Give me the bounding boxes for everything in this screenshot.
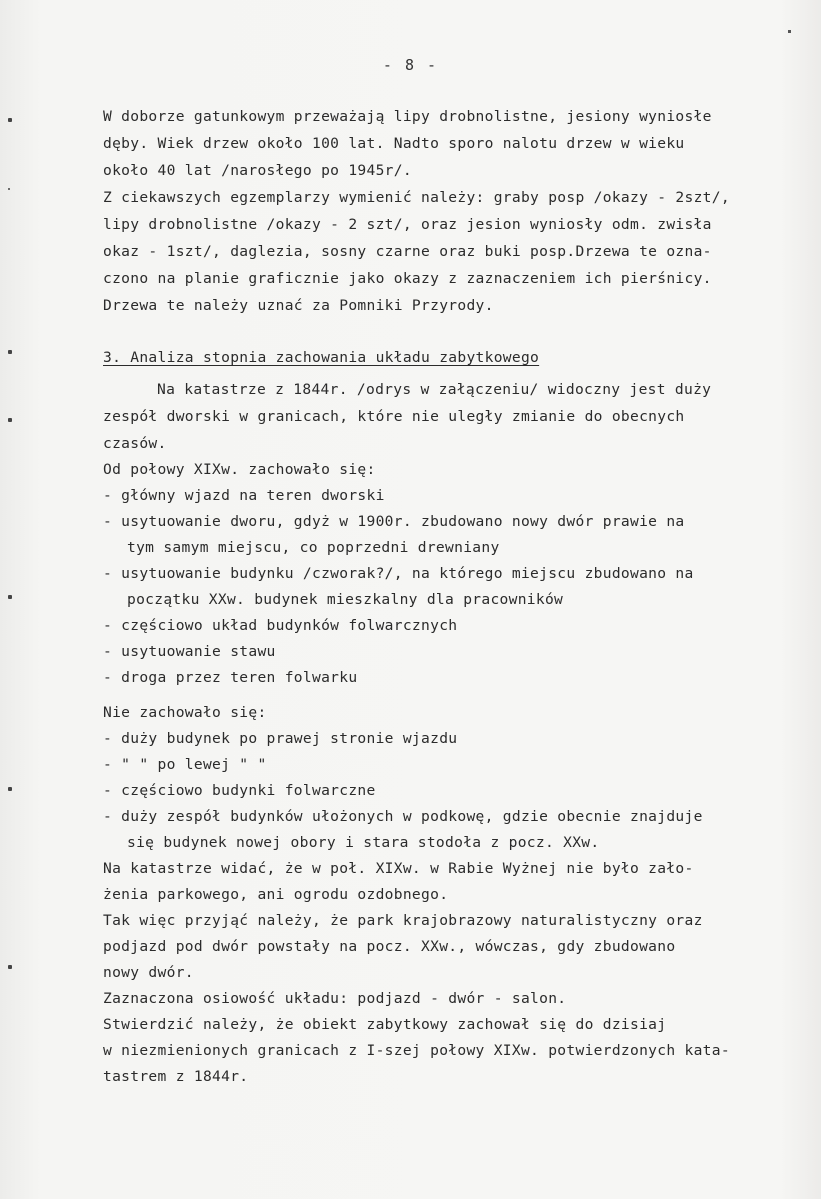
list-item: - usytuowanie stawu <box>103 643 276 660</box>
list-item: - duży zespół budynków ułożonych w podkowę, gdzie obecnie znajduje <box>103 808 703 825</box>
text-line: nowy dwór. <box>103 964 194 981</box>
text-line: żenia parkowego, ani ogrodu ozdobnego. <box>103 886 449 903</box>
text-line: zespół dworski w granicach, które nie uległy zmianie do obecnych <box>103 408 685 425</box>
text-line: się budynek nowej obory i stara stodoła z pocz. XXw. <box>127 834 600 851</box>
text-line: w niezmienionych granicach z I-szej połowy XIXw. potwierdzonych kata- <box>103 1042 730 1059</box>
binder-mark <box>8 595 12 599</box>
text-line: Od połowy XIXw. zachowało się: <box>103 461 376 478</box>
text-line: lipy drobnolistne /okazy - 2 szt/, oraz jesion wyniosły odm. zwisła <box>103 216 712 233</box>
binder-mark <box>8 350 12 354</box>
text-line: Na katastrze z 1844r. /odrys w załączeniu/ widoczny jest duży <box>157 381 712 398</box>
binder-mark <box>8 418 12 422</box>
list-item: - droga przez teren folwarku <box>103 669 358 686</box>
text-line: Stwierdzić należy, że obiekt zabytkowy zachował się do dzisiaj <box>103 1016 667 1033</box>
text-line: około 40 lat /narosłego po 1945r/. <box>103 162 412 179</box>
list-item: - " " po lewej " " <box>103 756 267 773</box>
list-item: - duży budynek po prawej stronie wjazdu <box>103 730 458 747</box>
binder-mark <box>8 118 12 122</box>
list-item: - główny wjazd na teren dworski <box>103 487 385 504</box>
list-item: - usytuowanie budynku /czworak?/, na którego miejscu zbudowano na <box>103 565 694 582</box>
text-line: Na katastrze widać, że w poł. XIXw. w Rabie Wyżnej nie było zało- <box>103 860 694 877</box>
list-item: - usytuowanie dworu, gdyż w 1900r. zbudowano nowy dwór prawie na <box>103 513 685 530</box>
text-line: dęby. Wiek drzew około 100 lat. Nadto sporo nalotu drzew w wieku <box>103 135 685 152</box>
page-number: - 8 - <box>382 56 439 74</box>
text-line: Drzewa te należy uznać za Pomniki Przyrody. <box>103 297 494 314</box>
list-item: - częściowo układ budynków folwarcznych <box>103 617 458 634</box>
text-line: początku XXw. budynek mieszkalny dla pracowników <box>127 591 564 608</box>
text-line: tym samym miejscu, co poprzedni drewniany <box>127 539 500 556</box>
list-item: - częściowo budynki folwarczne <box>103 782 376 799</box>
section-heading: 3. Analiza stopnia zachowania układu zabytkowego <box>103 349 540 366</box>
text-line: Zaznaczona osiowość układu: podjazd - dwór - salon. <box>103 990 567 1007</box>
text-line: Nie zachowało się: <box>103 704 267 721</box>
binder-mark <box>8 188 10 190</box>
corner-mark <box>788 30 791 33</box>
binder-mark <box>8 787 12 791</box>
binder-mark <box>8 965 12 969</box>
text-line: tastrem z 1844r. <box>103 1068 249 1085</box>
text-line: Z ciekawszych egzemplarzy wymienić należy: graby posp /okazy - 2szt/, <box>103 189 730 206</box>
text-line: W doborze gatunkowym przeważają lipy drobnolistne, jesiony wyniosłe <box>103 108 712 125</box>
text-line: okaz - 1szt/, daglezia, sosny czarne oraz buki posp.Drzewa te ozna- <box>103 243 712 260</box>
text-line: Tak więc przyjąć należy, że park krajobrazowy naturalistyczny oraz <box>103 912 703 929</box>
text-line: podjazd pod dwór powstały na pocz. XXw., wówczas, gdy zbudowano <box>103 938 676 955</box>
text-line: czono na planie graficznie jako okazy z zaznaczeniem ich pierśnicy. <box>103 270 712 287</box>
text-line: czasów. <box>103 435 167 452</box>
